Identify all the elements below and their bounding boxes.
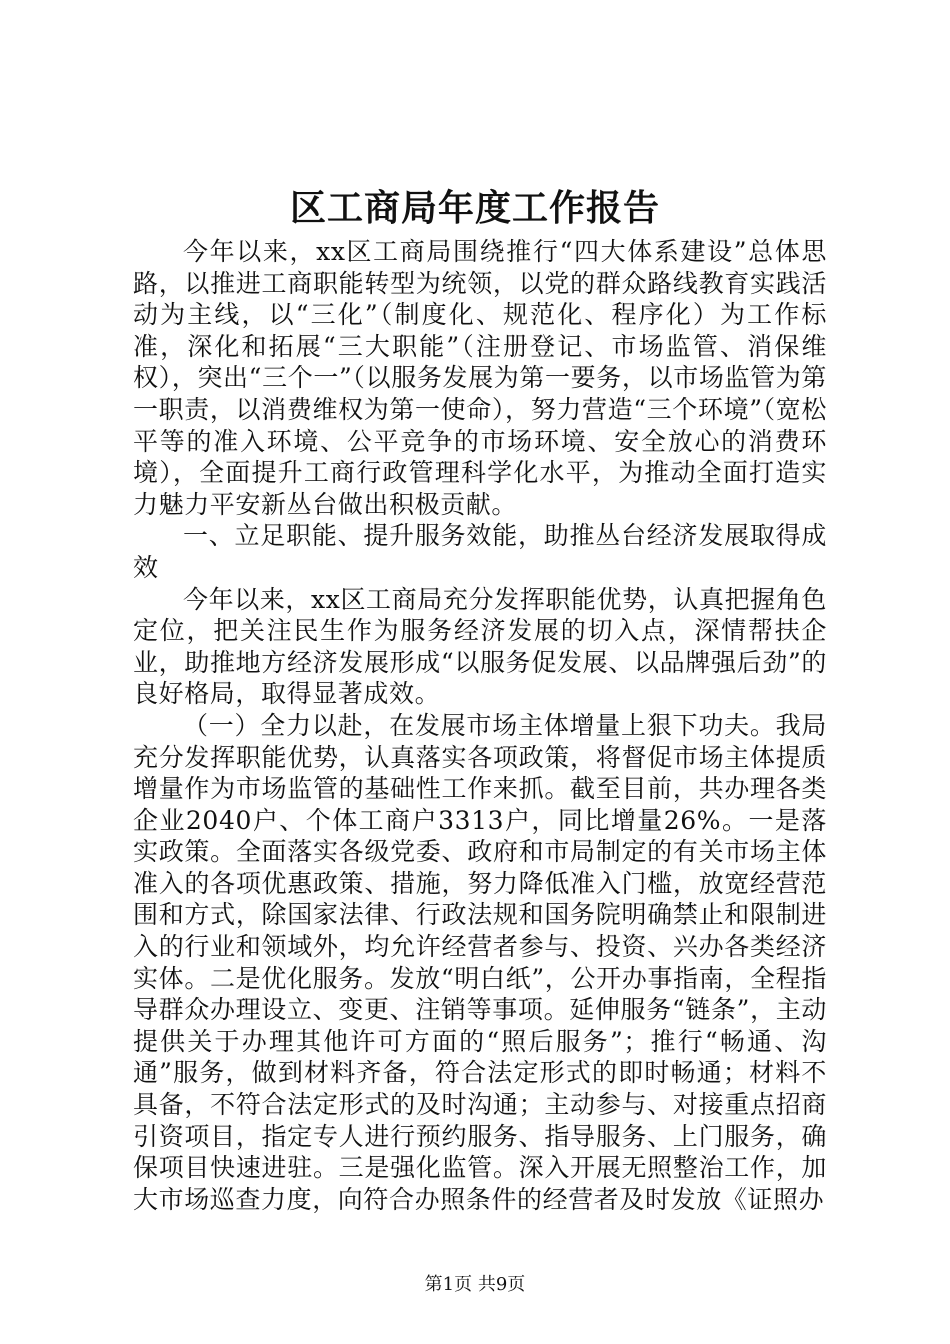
section-heading-1: 一、立足职能、提升服务效能，助推丛台经济发展取得成效: [133, 521, 827, 582]
paragraph-section-1-intro: 今年以来，xx区工商局充分发挥职能优势，认真把握角色定位，把关注民生作为服务经济发展的切入点，深情帮扶企业，助推地方经济发展形成“以服务促发展、以品牌强后劲”的良好格局，取得显著成效。: [133, 584, 827, 709]
document-title: 区工商局年度工作报告: [289, 187, 660, 229]
paragraph-subsection-1: （一）全力以赴，在发展市场主体增量上狠下功夫。我局充分发挥职能优势，认真落实各项政策，将督促市场主体提质增量作为市场监管的基础性工作来抓。截至目前，共办理各类企业2040户、个体工商户3313户，同比增量26%。一是落实政策。全面落实各级党委、政府和市局制定的有关市场主体准入的各项优惠政策、措施，努力降低准入门槛，放宽经营范围和方式，除国家法律、行政法规和国务院明确禁止和限制进入的行业和领域外，均允许经营者参与、投资、兴办各类经济实体。二是优化服务。发放“明白纸”，公开办事指南，全程指导群众办理设立、变更、注销等事项。延伸服务“链条”，主动提供关于办理其他许可方面的“照后服务”；推行“畅通、沟通”服务，做到材料齐备，符合法定形式的即时畅通；材料不具备，不符合法定形式的及时沟通；主动参与、对接重点招商引资项目，指定专人进行预约服务、指导服务、上门服务，确保项目快速进驻。三是强化监管。深入开展无照整治工作，加大市场巡查力度，向符合办照条件的经营者及时发放《证照办: [133, 710, 827, 1214]
paragraph-intro: 今年以来，xx区工商局围绕推行“四大体系建设”总体思路，以推进工商职能转型为统领，以党的群众路线教育实践活动为主线，以“三化”（制度化、规范化、程序化）为工作标准，深化和拓展“三大职能”（注册登记、市场监管、消保维权），突出“三个一”（以服务发展为第一要务，以市场监管为第一职责，以消费维权为第一使命），努力营造“三个环境”（宽松平等的准入环境、公平竞争的市场环境、安全放心的消费环境），全面提升工商行政管理科学化水平，为推动全面打造实力魅力平安新丛台做出积极贡献。: [133, 237, 827, 519]
page-footer: 第1页 共9页: [424, 1274, 526, 1295]
document-body: [133, 236, 827, 1215]
